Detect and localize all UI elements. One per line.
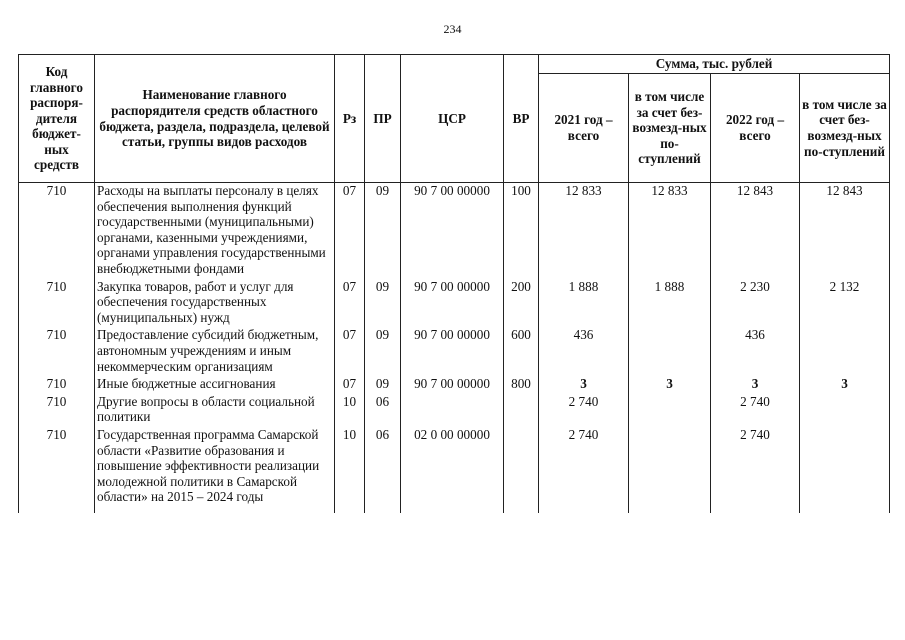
header-vr: ВР	[504, 55, 539, 183]
cell-2021-total: 12 833	[539, 183, 629, 279]
cell-rz: 07	[335, 376, 365, 394]
cell-2022-total: 2 740	[711, 394, 800, 427]
cell-pr: 06	[365, 427, 401, 507]
cell-vr: 600	[504, 327, 539, 376]
cell-vr: 800	[504, 376, 539, 394]
cell-code: 710	[19, 427, 95, 507]
cell-name: Другие вопросы в области социальной политики	[95, 394, 335, 427]
cell-csr	[401, 394, 504, 427]
cell-name: Расходы на выплаты персоналу в целях обеспечения выполнения функций государственными (муниципальными) органами, казенными учреждениями, органами управления государственными внебюджетными фондами	[95, 183, 335, 279]
header-2021-total: 2021 год – всего	[539, 74, 629, 183]
cell-2021-grants: 12 833	[629, 183, 711, 279]
cell-2021-total: 2 740	[539, 427, 629, 507]
cell-vr: 100	[504, 183, 539, 279]
table-row	[19, 183, 890, 279]
cell-pr: 09	[365, 183, 401, 279]
header-2022-total: 2022 год – всего	[711, 74, 800, 183]
cell-pr: 09	[365, 279, 401, 328]
cell-2021-total: 1 888	[539, 279, 629, 328]
cell-2022-grants	[800, 394, 890, 427]
cell-2022-total: 2 230	[711, 279, 800, 328]
cell-csr: 02 0 00 00000	[401, 427, 504, 507]
cell-csr: 90 7 00 00000	[401, 327, 504, 376]
table-body	[19, 183, 890, 513]
cell-pr: 06	[365, 394, 401, 427]
cell-csr: 90 7 00 00000	[401, 183, 504, 279]
cell-code: 710	[19, 279, 95, 328]
cell-csr: 90 7 00 00000	[401, 376, 504, 394]
cell-rz: 10	[335, 394, 365, 427]
cell-2021-grants: 1 888	[629, 279, 711, 328]
cell-name: Иные бюджетные ассигнования	[95, 376, 335, 394]
cell-name: Закупка товаров, работ и услуг для обеспечения государственных (муниципальных) нужд	[95, 279, 335, 328]
cell-name: Государственная программа Самарской области «Развитие образования и повышение эффективности реализации молодежной политики в Самарской области» на 2015 – 2024 годы	[95, 427, 335, 507]
cell-2022-total: 3	[711, 376, 800, 394]
cell-2022-grants: 2 132	[800, 279, 890, 328]
table-row	[19, 327, 890, 376]
cell-2021-grants: 3	[629, 376, 711, 394]
table-row	[19, 376, 890, 394]
cell-vr: 200	[504, 279, 539, 328]
header-sum-group: Сумма, тыс. рублей	[539, 55, 890, 74]
cell-vr	[504, 394, 539, 427]
page-number: 234	[443, 22, 462, 36]
cell-rz: 10	[335, 427, 365, 507]
cell-csr: 90 7 00 00000	[401, 279, 504, 328]
cell-pr: 09	[365, 327, 401, 376]
cell-code: 710	[19, 327, 95, 376]
cell-rz: 07	[335, 327, 365, 376]
cell-name: Предоставление субсидий бюджетным, автономным учреждениям и иным некоммерческим организациям	[95, 327, 335, 376]
cell-2022-grants	[800, 327, 890, 376]
header-csr: ЦСР	[401, 55, 504, 183]
cell-2022-grants: 12 843	[800, 183, 890, 279]
cell-2022-grants	[800, 427, 890, 507]
cell-2021-grants	[629, 427, 711, 507]
cell-pr: 09	[365, 376, 401, 394]
cell-2021-total: 3	[539, 376, 629, 394]
table-row	[19, 427, 890, 507]
cell-2022-total: 12 843	[711, 183, 800, 279]
cell-2022-grants: 3	[800, 376, 890, 394]
cell-code: 710	[19, 394, 95, 427]
table-header	[19, 55, 890, 183]
table-bottom-spacer	[19, 507, 890, 513]
header-name: Наименование главного распорядителя средств областного бюджета, раздела, подраздела, целевой статьи, группы видов расходов	[95, 55, 335, 183]
cell-code: 710	[19, 183, 95, 279]
header-rz: Рз	[335, 55, 365, 183]
header-2022-grants: в том числе за счет без-возмезд-ных по-ступлений	[800, 74, 890, 183]
budget-table	[18, 54, 890, 513]
table-row	[19, 279, 890, 328]
cell-2021-total: 436	[539, 327, 629, 376]
cell-2022-total: 2 740	[711, 427, 800, 507]
table-row	[19, 394, 890, 427]
cell-rz: 07	[335, 279, 365, 328]
cell-2021-total: 2 740	[539, 394, 629, 427]
cell-2022-total: 436	[711, 327, 800, 376]
header-2021-grants: в том числе за счет без-возмезд-ных по-ступлений	[629, 74, 711, 183]
cell-2021-grants	[629, 327, 711, 376]
header-pr: ПР	[365, 55, 401, 183]
cell-2021-grants	[629, 394, 711, 427]
cell-rz: 07	[335, 183, 365, 279]
header-code: Код главного распоря-дителя бюджет-ных средств	[19, 55, 95, 183]
cell-code: 710	[19, 376, 95, 394]
cell-vr	[504, 427, 539, 507]
